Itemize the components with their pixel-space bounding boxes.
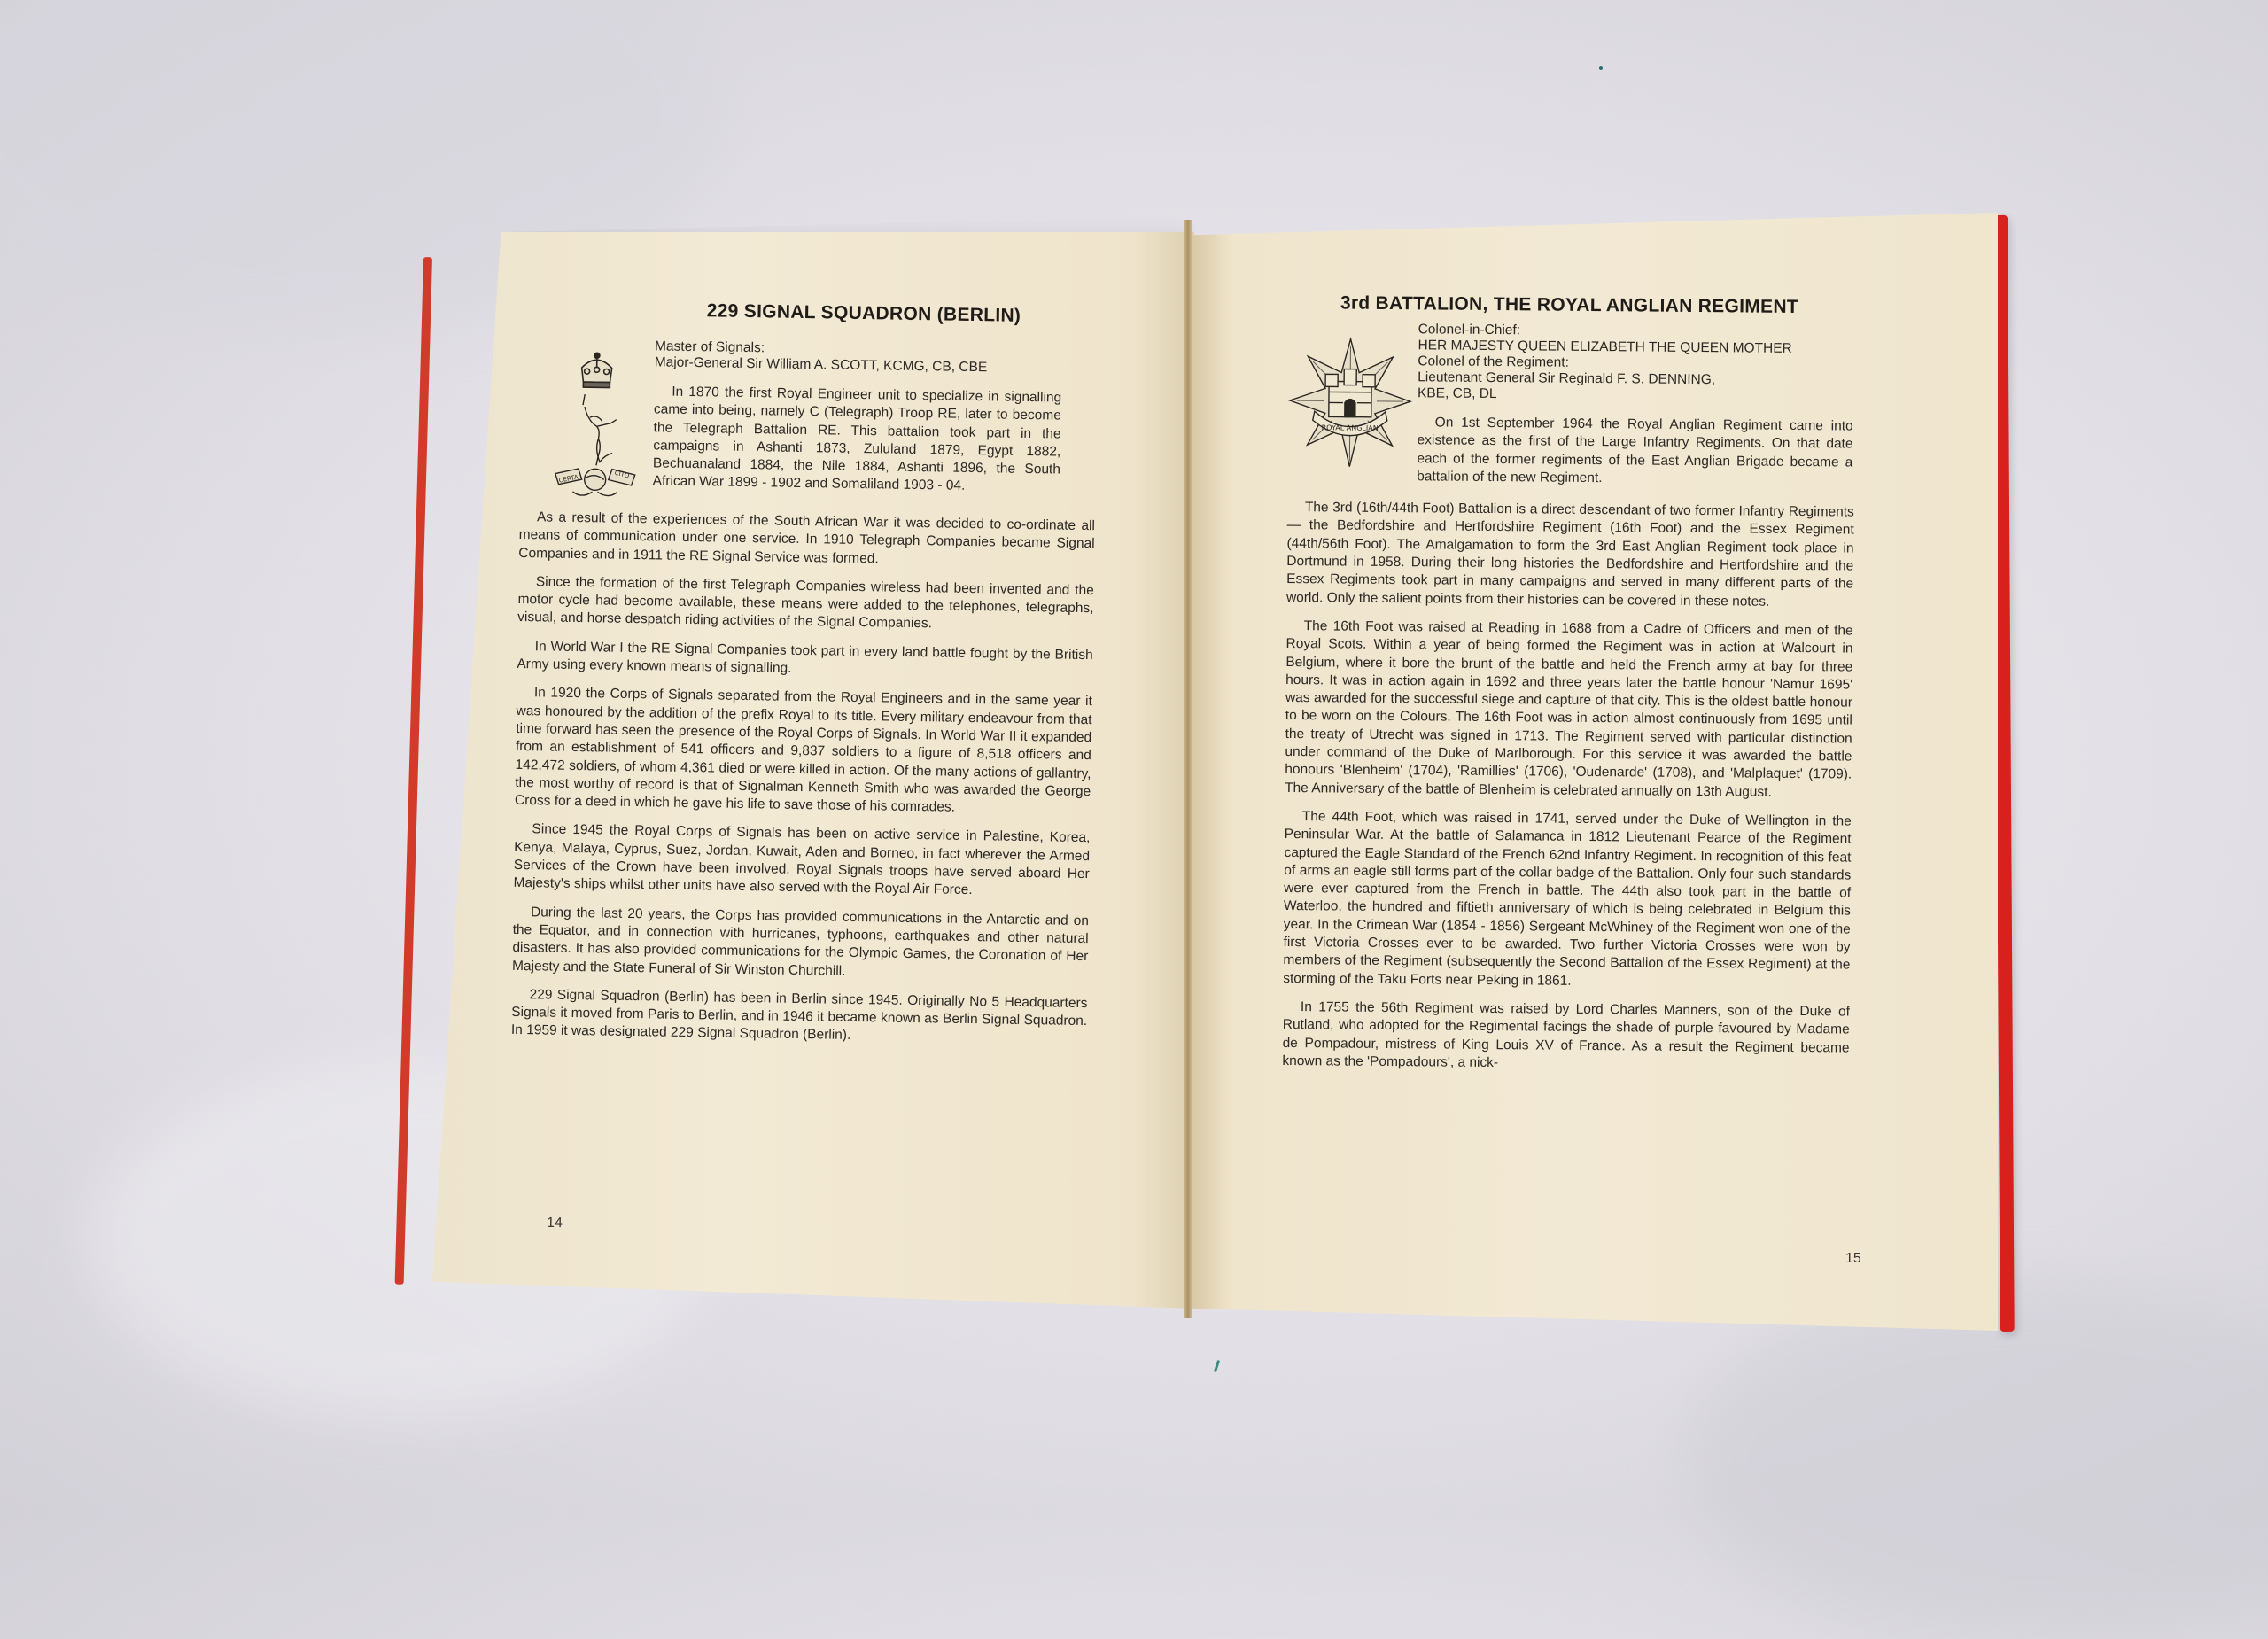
paragraph: During the last 20 years, the Corps has provided communications in the Antarctic and on the Equator, and in connection with hurricanes, typhoons, earthquakes and other natural disasters. It has also provided communications for the Olympic Games, the Coronation of Her Majesty and the State Funeral of Sir Winston Churchill. [512,904,1089,984]
page-number-left: 14 [547,1216,563,1231]
colonel-in-chief-label: Colonel-in-Chief: [1418,322,1854,341]
left-page-content [511,292,1099,1060]
paragraph: In 1870 the first Royal Engineer unit to specialize in signalling came into being, namely C (Telegraph) Troop RE, later to become the Telegraph Battalion RE. This battalion took part in the campaigns in Ashanti 1873, Zululand 1879, Egypt 1882, Bechuanaland 1884, the Nile 1884, Ashanti 1896, the South African War 1899 - 1902 and Somaliland 1903 - 04. [652,383,1061,497]
badge-motto-certa: CERTA [558,474,579,485]
red-cover-edge-left [395,257,432,1285]
page-title: 3rd BATTALION, THE ROYAL ANGLIAN REGIMENT [1340,293,1856,319]
header-text [652,338,1062,511]
colonel-of-regiment-name: Lieutenant General Sir Reginald F. S. DENNING, [1418,369,1853,389]
header-text [1417,322,1854,500]
royal-anglian-star-badge-icon [1287,337,1422,496]
paragraph: 229 Signal Squadron (Berlin) has been in Berlin since 1945. Originally No 5 Headquarters Signals it moved from Paris to Berlin, and in 1946 it became known as Berlin Signal Squadron. In 1959 it was designated 229 Signal Squadron (Berlin). [511,986,1088,1049]
colonel-of-regiment-label: Colonel of the Regiment: [1418,353,1853,373]
page-title: 229 SIGNAL SQUADRON (BERLIN) [707,300,1099,328]
header-block [519,337,1098,512]
paragraph: In 1920 the Corps of Signals separated from the Royal Engineers and in the same year it was honoured by the addition of the prefix Royal to its title. Every military endeavour from that time forward has seen the presence of the Royal Corps of Signals. In World War II it expanded from an establishment of 541 officers and 9,837 soldiers to a figure of 8,518 officers and 142,472 soldiers, of whom 4,361 died or were killed in action. Of the many actions of gallantry, the most worthy of record is that of Signalman Kenneth Smith who was awarded the George Cross for a deed in which he gave his life to save those of his comrades. [515,684,1092,819]
paragraph: In 1755 the 56th Regiment was raised by Lord Charles Manners, son of the Duke of Rutland, who adopted for the Regimental facings the shade of purple favoured by Madame de Pompadour, mistress of King Louis XV of France. As a result the Regiment became known as the 'Pompadours', a nick- [1282,998,1850,1076]
colonel-of-regiment-honours: KBE, CB, DL [1418,385,1853,405]
paragraph: The 3rd (16th/44th Foot) Battalion is a direct descendant of two former Infantry Regiments — the Bedfordshire and Hertfordshire Regiment (16th Foot) and the Essex Regiment (44th/56th Foot). The Amalgamation to form the 3rd East Anglian Regiment took place in Dortmund in 1958. During their long histories the Bedfordshire and Hertfordshire and the Essex Regiments took part in many campaigns and served in many different parts of the world. Only the salient points from their histories can be covered in these notes. [1286,499,1854,611]
header-block [1287,321,1856,501]
right-page-content [1282,292,1856,1086]
page-number-right: 15 [1845,1251,1861,1267]
paragraph: Since the formation of the first Telegraph Companies wireless had been invented and the motor cycle had become available, these means were added to the telephones, telegraphs, visual, and horse despatch riding activities of the Signal Companies. [517,573,1094,636]
master-of-signals-name: Major-General Sir William A. SCOTT, KCMG, CB, CBE [655,354,1062,377]
spine-gutter [1184,220,1192,1318]
paragraph: Since 1945 the Royal Corps of Signals has been on active service in Palestine, Korea, Kenya, Malaya, Cyprus, Suez, Jordan, Kuwait, Aden and Borneo, in fact wherever the Armed Services of the Crown have been involved. Royal Signals troops have served aboard Her Majesty's ships whilst other units have also served with the Royal Air Force. [513,820,1090,901]
badge-motto-cito: CITO [614,470,631,480]
paragraph: The 16th Foot was raised at Reading in 1688 from a Cadre of Officers and men of the Royal Scots. Within a year of being formed the Regiment was in action at Walcourt in Belgium, where it bore the brunt of the battle and held the French army at bay for three hours. It was in action again in 1692 and three years later the battle honour 'Namur 1695' was awarded for the successful siege and capture of that city. This is the oldest battle honour to be worn on the Colours. The 16th Foot was in action almost continuously from 1695 until the treaty of Utrecht was signed in 1713. The Regiment served with particular distinction under command of the Duke of Marlborough. For this service it was awarded the battle honours 'Blenheim' (1704), 'Ramillies' (1706), 'Oudenarde' (1708), and 'Malplaquet' (1709). The Anniversary of the battle of Blenheim is celebrated annually on 13th August. [1285,618,1853,803]
badge-scroll-text: ROYAL ANGLIAN [1322,423,1379,432]
paragraph: On 1st September 1964 the Royal Anglian Regiment came into existence as the first of the Large Infantry Regiments. On that date each of the former regiments of the East Anglian Brigade became a battalion of the new Regiment. [1417,414,1853,489]
master-of-signals-label: Master of Signals: [655,338,1062,361]
paragraph: As a result of the experiences of the South African War it was decided to co-ordinate all means of communication under one service. In 1910 Telegraph Companies became Signal Companies and in 1911 the RE Signal Service was formed. [518,509,1095,571]
colonel-in-chief-name: HER MAJESTY QUEEN ELIZABETH THE QUEEN MOTHER [1418,338,1853,357]
paragraph: The 44th Foot, which was raised in 1741, served under the Duke of Wellington in the Peninsular War. At the battle of Salamanca in 1812 Lieutenant Pearce of the Regiment captured the Eagle Standard of the French 62nd Infantry Regiment. In recognition of this feat of arms an eagle still forms part of the collar badge of the Battalion. Only four such standards were ever captured from the French in battle. The 44th also took part in the battle of Waterloo, the hundred and fiftieth anniversary of which is being celebrated in Belgium this year. In the Crimean War (1854 - 1856) Sergeant McWhiney of the Regiment won one of the first Victoria Crosses ever to be awarded. Two further Victoria Crosses were won by members of the Regiment (subsequently the Second Battalion of the Essex Regiment) at the storming of the Taku Forts near Peking in 1861. [1283,808,1852,993]
paragraph: In World War I the RE Signal Companies took part in every land battle fought by the British Army using every known means of signalling. [517,638,1093,683]
